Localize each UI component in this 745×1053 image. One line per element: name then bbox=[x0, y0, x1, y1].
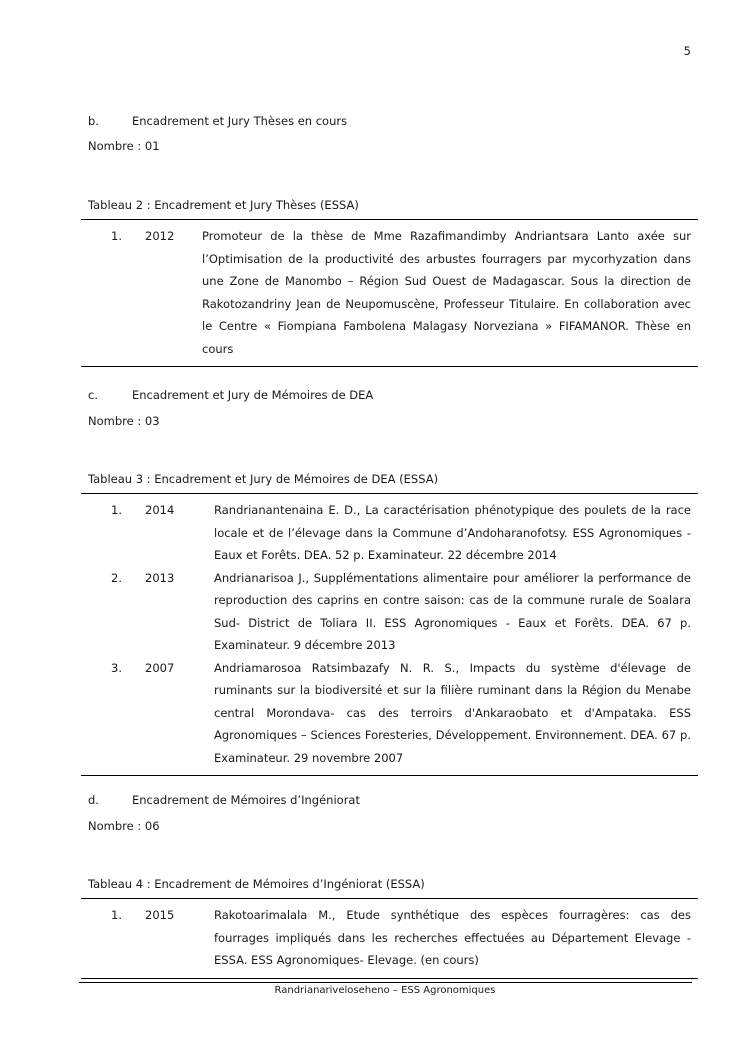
section-title: Encadrement et Jury Thèses en cours bbox=[132, 114, 348, 128]
table-dea bbox=[81, 493, 698, 776]
table-row bbox=[81, 657, 698, 770]
entry-description: Rakotoarimalala M., Etude synthétique des espèces fourragères: cas des fourrages impliqués dans les recherches effectuées au Département Elevage - ESSA. ESS Agronomiques- Elevage. (en cours) bbox=[214, 908, 691, 967]
footer-text: Randrianariveloseheno – ESS Agronomiques bbox=[274, 985, 496, 996]
footer-divider bbox=[79, 982, 692, 983]
page-number: 5 bbox=[683, 44, 691, 58]
entry-description: Randrianantenaina E. D., La caractérisation phénotypique des poulets de la race locale et de l’élevage dans la Commune d’Andoharanofotsy. ESS Agronomiques - Eaux et Forêts. DEA. 52 p. Examinateur. 22 décembre 2014 bbox=[214, 503, 691, 562]
table-ingeniorat bbox=[81, 898, 698, 979]
entry-description: Andrianarisoa J., Supplémentations alimentaire pour améliorer la performance de reproduction des caprins en contre saison: cas de la commune rurale de Soalara Sud- District de Toliara II. ESS Agronomiques - Eaux et Forêts. DEA. 67 p. Examinateur. 9 décembre 2013 bbox=[214, 570, 691, 652]
entry-year: 2007 bbox=[145, 660, 175, 675]
table-caption: Tableau 2 : Encadrement et Jury Thèses (ESSA) bbox=[88, 198, 359, 212]
table-thesis bbox=[81, 219, 698, 367]
section-letter: d. bbox=[88, 793, 99, 807]
entry-number: 2. bbox=[111, 570, 122, 585]
table-row bbox=[81, 567, 698, 657]
entry-year: 2012 bbox=[145, 229, 175, 243]
table-row bbox=[81, 904, 698, 972]
section-count: Nombre : 06 bbox=[88, 819, 160, 833]
entry-description: Andriamarosoa Ratsimbazafy N. R. S., Impacts du système d'élevage de ruminants sur la biodiversité et sur la filière ruminant dans la Région du Menabe central Morondava- cas des terroirs d'Ankaraobato et d'Ampataka. ESS Agronomiques – Sciences Foresteries, Développement. Environnement. DEA. 67 p. Examinateur. 29 novembre 2007 bbox=[214, 660, 691, 765]
section-count: Nombre : 01 bbox=[88, 139, 160, 153]
table-row bbox=[81, 225, 698, 360]
section-title: Encadrement et Jury de Mémoires de DEA bbox=[132, 388, 374, 402]
table-caption: Tableau 4 : Encadrement de Mémoires d’Ingéniorat (ESSA) bbox=[88, 877, 425, 891]
entry-number: 1. bbox=[111, 503, 122, 517]
entry-number: 1. bbox=[111, 908, 122, 922]
section-heading-b bbox=[88, 114, 347, 128]
section-count: Nombre : 03 bbox=[88, 414, 160, 428]
entry-year: 2015 bbox=[145, 908, 175, 922]
section-title: Encadrement de Mémoires d’Ingéniorat bbox=[132, 793, 360, 807]
entry-year: 2013 bbox=[145, 570, 175, 585]
section-letter: b. bbox=[88, 114, 99, 128]
section-letter: c. bbox=[88, 388, 98, 402]
table-row bbox=[81, 499, 698, 567]
section-heading-c bbox=[88, 388, 373, 402]
section-heading-d bbox=[88, 793, 360, 807]
entry-year: 2014 bbox=[145, 503, 175, 517]
entry-number: 3. bbox=[111, 660, 122, 675]
entry-number: 1. bbox=[111, 229, 122, 243]
entry-description: Promoteur de la thèse de Mme Razafimandimby Andriantsara Lanto axée sur l’Optimisation de la productivité des arbustes fourragers par mycorhyzation dans une Zone de Manombo – Région Sud Ouest de Madagascar. Sous la direction de Rakotozandriny Jean de Neupomuscène, Professeur Titulaire. En collaboration avec le Centre « Fiompiana Fambolena Malagasy Norveziana » FIFAMANOR. Thèse en cours bbox=[202, 229, 691, 356]
table-caption: Tableau 3 : Encadrement et Jury de Mémoires de DEA (ESSA) bbox=[88, 472, 439, 486]
